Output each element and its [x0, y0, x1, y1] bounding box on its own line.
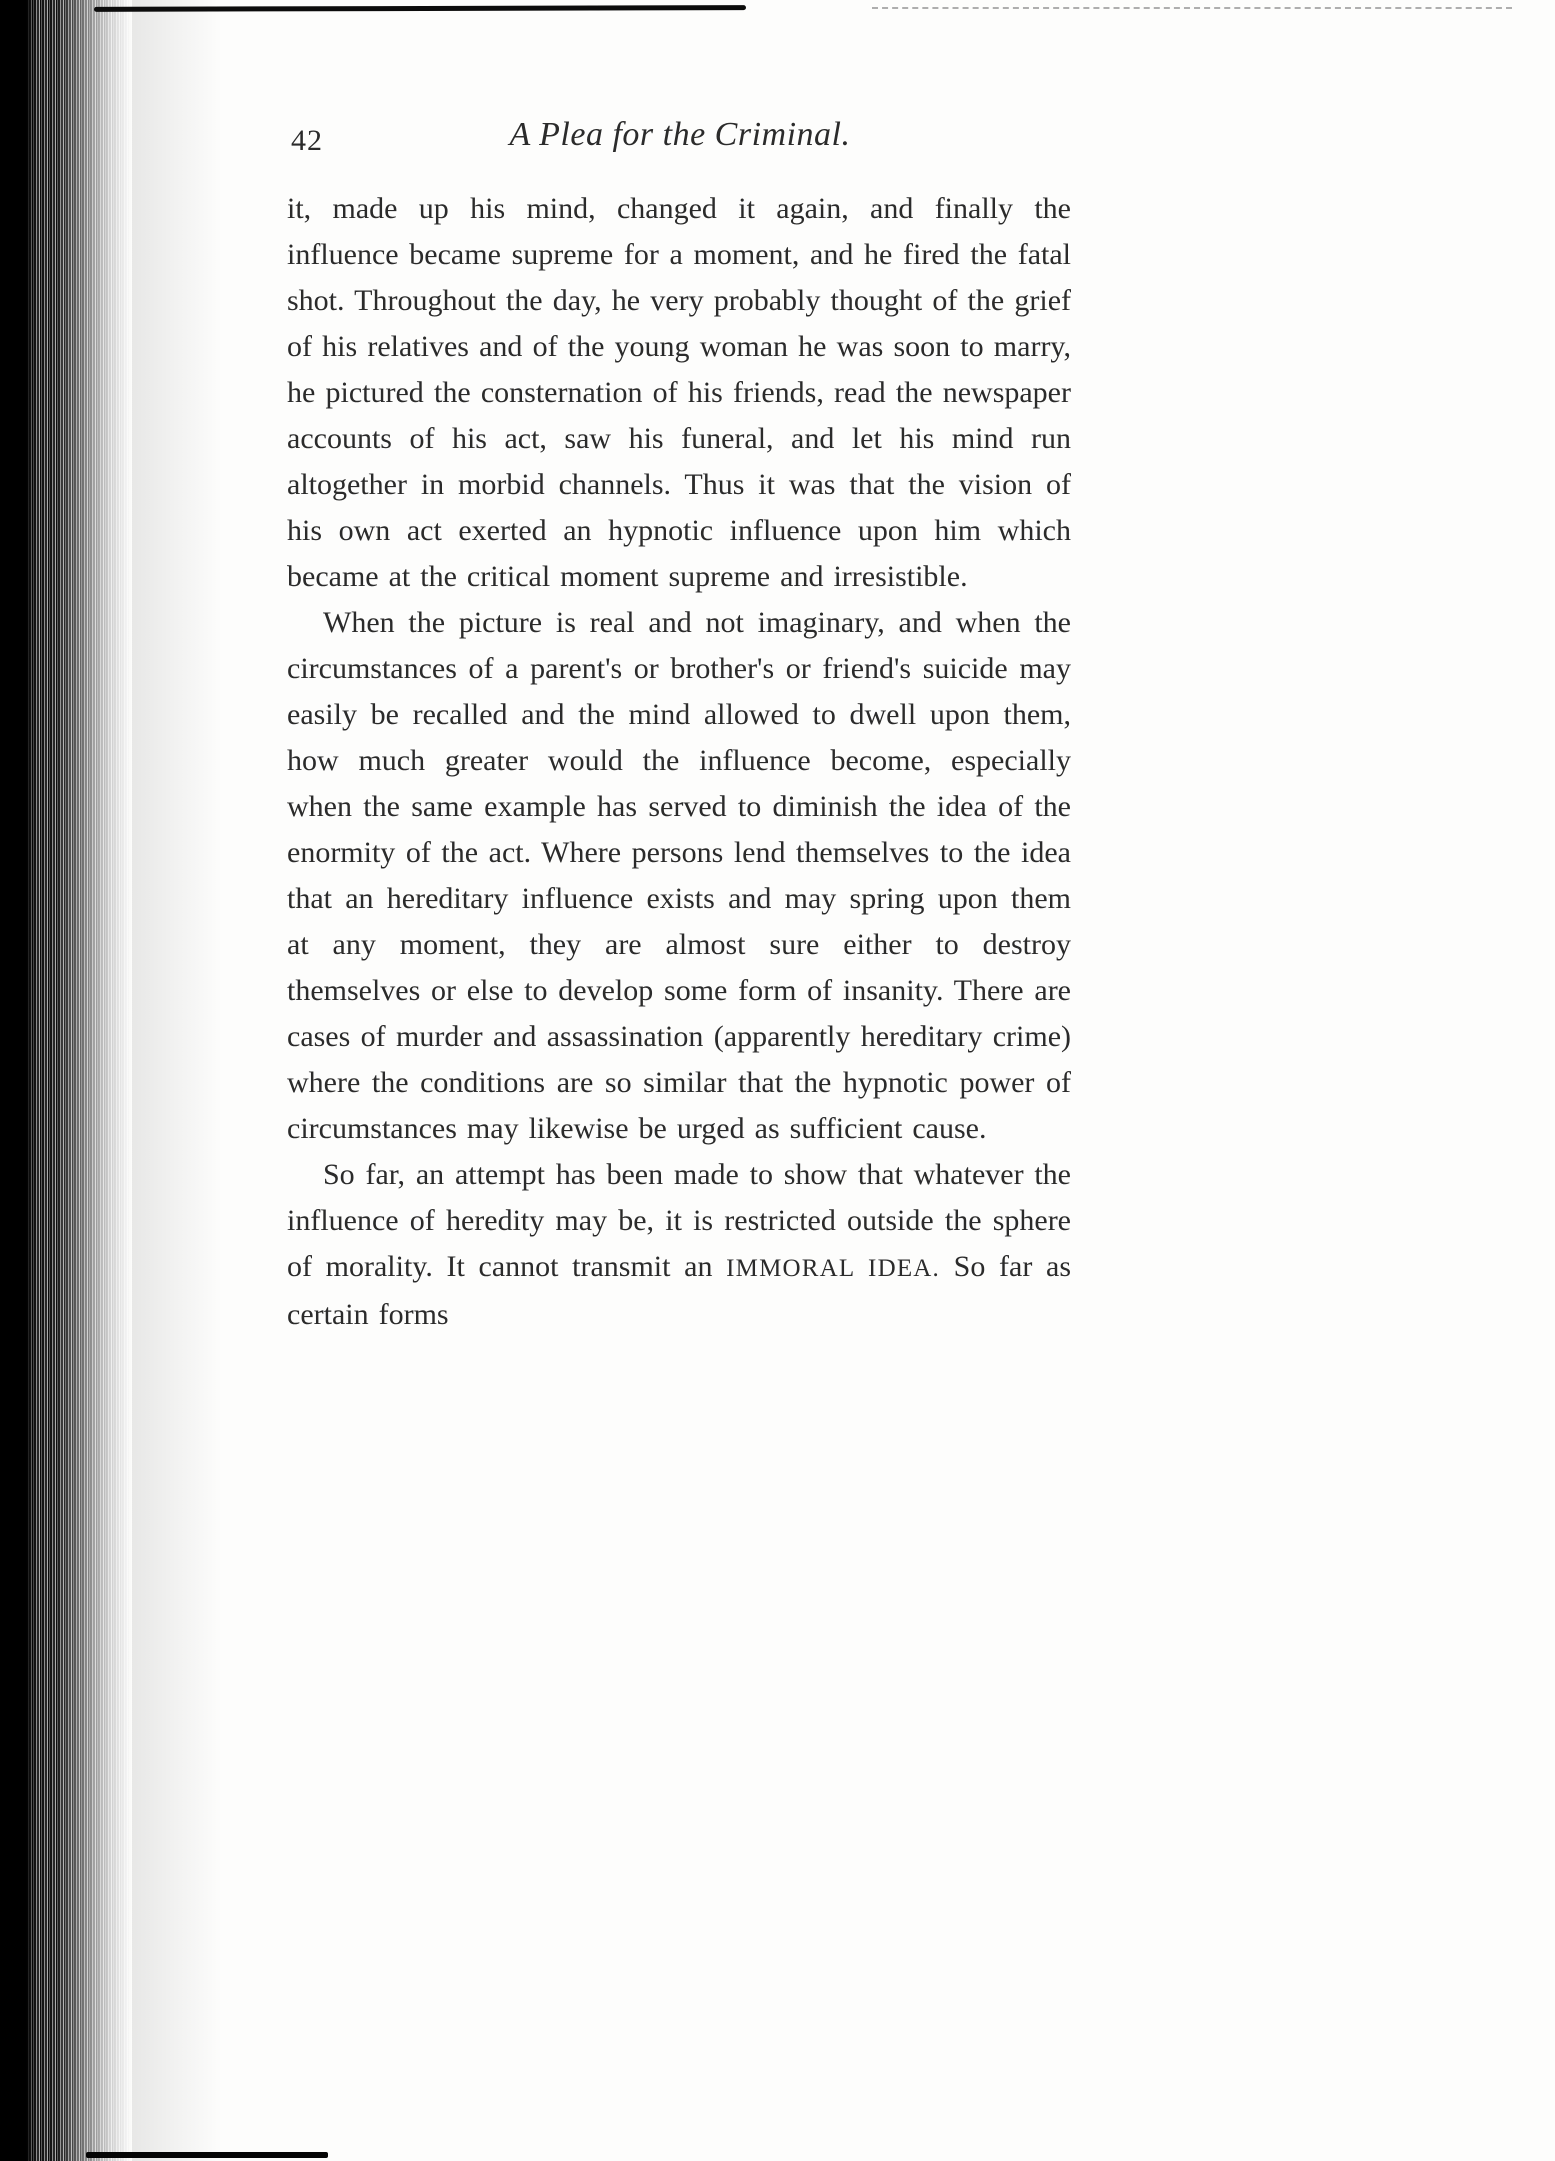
running-header-title: A Plea for the Criminal. [509, 116, 851, 153]
page-body-text [287, 186, 1071, 1338]
paragraph-1: it, made up his mind, changed it again, and finally the influence became supreme for a moment, and he fired the fatal shot. Throughout the day, he very probably thought of the grief of his relatives and of the young woman he was soon to marry, he pictured the consternation of his friends, read the newspaper accounts of his act, saw his funeral, and let his mind run altogether in morbid channels. Thus it was that the vision of his own act exerted an hypnotic influence upon him which became at the critical moment supreme and irresistible. [287, 192, 1071, 593]
paragraph-3-text-after: So far as certain forms [287, 1250, 1071, 1331]
scan-bottom-edge-mark [86, 2152, 328, 2158]
paragraph-3-text-before: So far, an attempt has been made to show that whatever the influence of heredity may be, it is restricted outside the sphere of morality. It cannot transmit an [287, 1158, 1071, 1283]
scan-top-dashed-line [872, 7, 1512, 9]
page-header [287, 116, 1073, 168]
paragraph-3 [287, 1152, 1071, 1338]
paragraph-2: When the picture is real and not imaginary, and when the circumstances of a parent's or brother's or friend's suicide may easily be recalled and the mind allowed to dwell upon them, how much greater would the influence become, especially when the same example has served to diminish the idea of the enormity of the act. Where persons lend themselves to the idea that an hereditary influence exists and may spring upon them at any moment, they are almost sure either to destroy themselves or else to develop some form of insanity. There are cases of murder and assassination (apparently hereditary crime) where the conditions are so similar that the hypnotic power of circumstances may likewise be urged as sufficient cause. [287, 606, 1071, 1145]
page-number: 42 [291, 124, 323, 157]
binding-shadow [132, 0, 222, 2161]
scan-top-edge-line [94, 5, 746, 12]
paragraph-3-smallcaps: IMMORAL IDEA. [726, 1255, 941, 1282]
book-binding-edge [0, 0, 132, 2161]
